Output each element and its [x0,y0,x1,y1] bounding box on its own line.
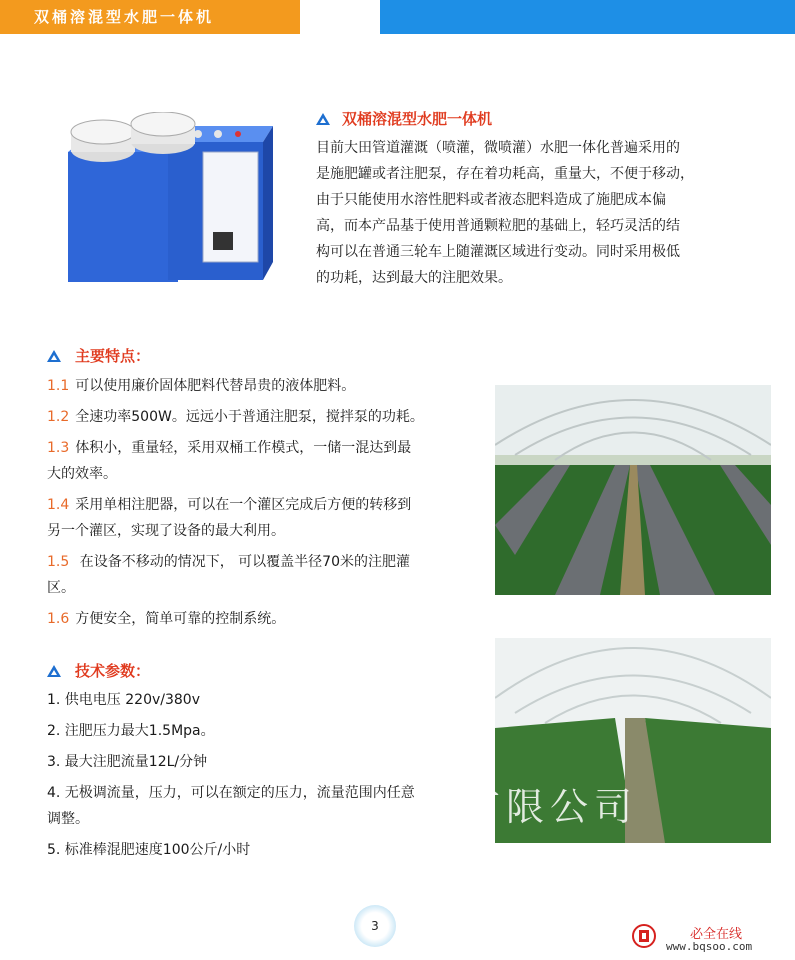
tech-item [47,837,487,863]
feature-number: 1.3 [47,440,70,456]
intro-line: 高，而本产品基于使用普通颗粒肥的基础上，轻巧灵活的结 [316,218,680,234]
feature-item [47,373,487,399]
feature-text: 采用单相注肥器，可以在一个灌区完成后方便的转移到 [75,497,412,513]
tech-text: 5. 标准棒混肥速度100公斤/小时 [47,842,251,858]
feature-number: 1.6 [47,611,70,627]
feature-number: 1.5 [47,554,70,570]
intro-title [316,108,756,129]
feature-item [47,492,487,544]
feature-text: 在设备不移动的情况下， 可以覆盖半径70米的注肥灌 [75,554,410,570]
intro-line: 目前大田管道灌溉（喷灌，微喷灌）水肥一体化普遍采用的 [316,140,680,156]
tech-text: 4. 无极调流量，压力，可以在额定的压力，流量范围内任意 [47,785,415,801]
page-number: 3 [354,905,396,947]
intro-title-text: 双桶溶混型水肥一体机 [342,110,493,128]
site-name: 必全在线 [690,927,743,942]
tech-item [47,687,487,713]
triangle-icon [316,113,330,125]
tech-text: 2. 注肥压力最大1.5Mpa。 [47,723,215,739]
tech-text: 1. 供电电压 220v/380v [47,692,200,708]
triangle-icon [47,350,61,362]
intro-line: 是施肥罐或者注肥泵，存在着功耗高，重量大，不便于移动， [316,166,694,182]
header-title: 双桶溶混型水肥一体机 [34,8,215,26]
intro-line: 由于只能使用水溶性肥料或者液态肥料造成了施肥成本偏 [316,192,666,208]
feature-number: 1.2 [47,409,70,425]
feature-text: 全速功率500W。远远小于普通注肥泵，搅拌泵的功耗。 [75,409,424,425]
feature-text: 可以使用廉价固体肥料代替昂贵的液体肥料。 [75,378,356,394]
intro-line: 构可以在普通三轮车上随灌溉区域进行变动。同时采用极低 [316,244,680,260]
feature-number: 1.4 [47,497,70,513]
feature-text: 大的效率。 [47,466,117,482]
product-image [58,112,276,287]
site-url: www.bqsoo.com [666,940,753,953]
tech-list [47,687,487,868]
tech-title-text: 技术参数： [75,662,151,680]
feature-item [47,435,487,487]
intro-section [316,108,756,291]
feature-text: 方便安全，简单可靠的控制系统。 [75,611,286,627]
feature-number: 1.1 [47,378,70,394]
features-list [47,373,487,637]
header-blue-bar [380,0,795,34]
feature-text: 另一个灌区，实现了设备的最大利用。 [47,523,285,539]
features-title [47,345,150,366]
triangle-icon [47,665,61,677]
feature-text: 区。 [47,580,75,596]
tech-item [47,749,487,775]
feature-text: 体积小，重量轻，采用双桶工作模式，一储一混达到最 [75,440,412,456]
tech-text: 3. 最大注肥流量12L/分钟 [47,754,208,770]
greenhouse-photo-1 [495,385,771,595]
feature-item [47,549,487,601]
tech-item [47,718,487,744]
feature-item [47,404,487,430]
features-title-text: 主要特点： [75,347,151,365]
feature-item [47,606,487,632]
tech-title [47,660,150,681]
site-logo-icon [632,924,656,948]
intro-line: 的功耗，达到最大的注肥效果。 [316,270,512,286]
tech-item [47,780,487,832]
tech-text: 调整。 [47,811,89,827]
watermark: 有限公司 [462,785,639,829]
